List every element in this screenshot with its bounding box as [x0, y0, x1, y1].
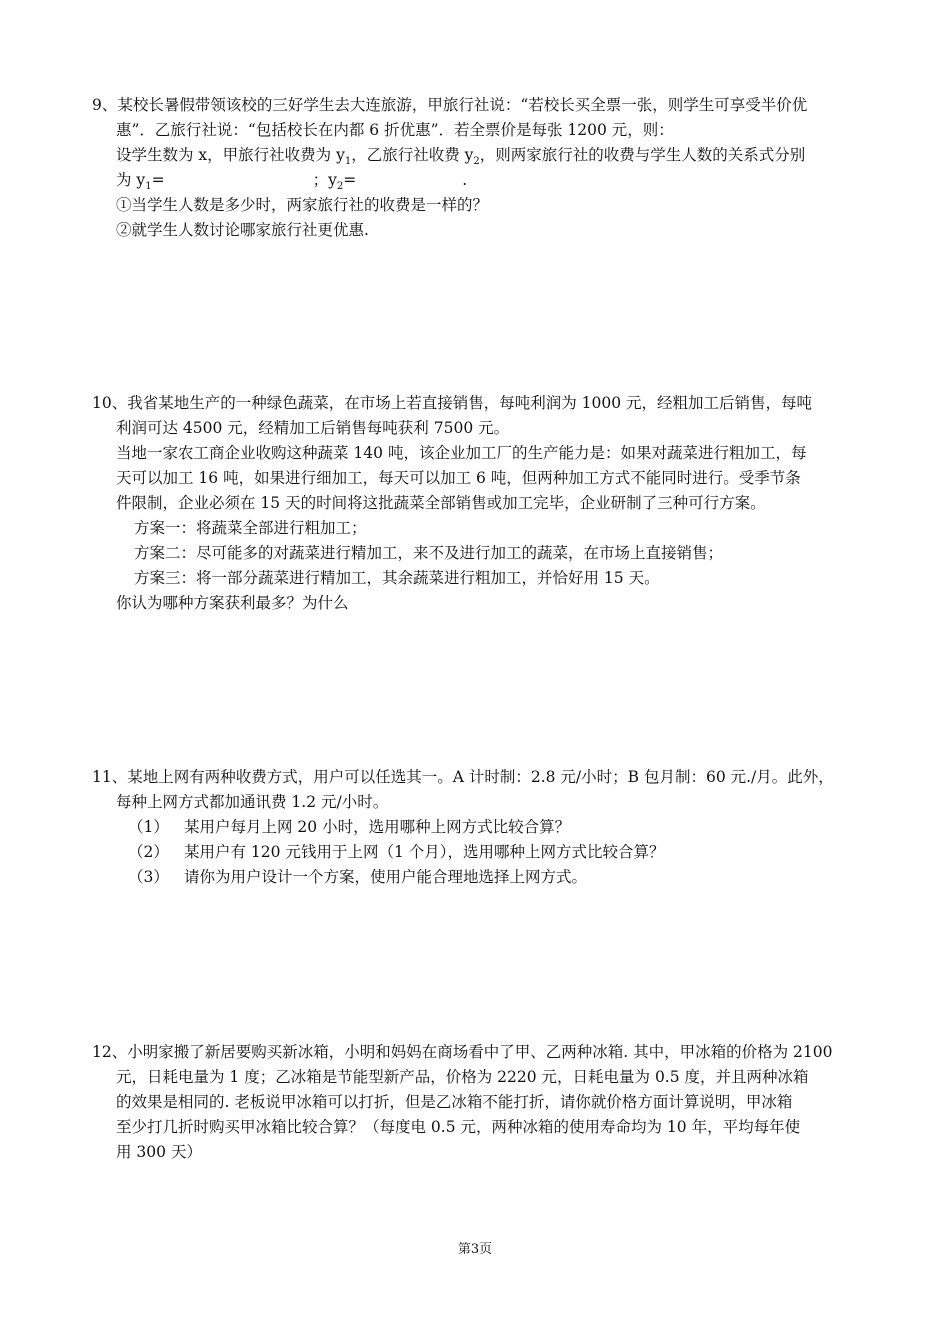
- q10-plan-1: 方案一：将蔬菜全部进行粗加工；: [134, 519, 367, 537]
- q10-line-3: 当地一家农工商企业收购这种蔬菜 140 吨，该企业加工厂的生产能力是：如果对蔬菜进行粗加工，每: [116, 444, 807, 462]
- q9-line-3-a: 设学生数为 x，甲旅行社收费为 y: [116, 146, 345, 164]
- q9-line-4-c: ；y: [312, 171, 337, 189]
- q11-item-2-text: 某用户有 120 元钱用于上网（1 个月），选用哪种上网方式比较合算？: [184, 843, 665, 861]
- q9-sub-2: 2: [473, 156, 480, 168]
- q10-line-5: 件限制，企业必须在 15 天的时间将这批蔬菜全部销售或加工完毕，企业研制了三种可行方案。: [116, 494, 766, 512]
- q9-sub-4: 2: [336, 181, 344, 193]
- question-11: [92, 765, 872, 890]
- q11-item-2: [92, 840, 872, 865]
- q11-item-3: [92, 865, 872, 890]
- q12-line-5: 用 300 天）: [116, 1143, 202, 1161]
- q9-line-3-c: ，则两家旅行社的收费与学生人数的关系式分别: [479, 146, 806, 164]
- q10-plan-2: 方案二：尽可能多的对蔬菜进行精加工，来不及进行加工的蔬菜，在市场上直接销售；: [134, 544, 724, 562]
- q9-sub-3: 1: [145, 181, 152, 193]
- q9-sub-1: 1: [344, 156, 352, 168]
- q11-item-1-text: 某用户每月上网 20 小时，选用哪种上网方式比较合算？: [184, 818, 571, 836]
- q11-line-1: 11、某地上网有两种收费方式，用户可以任选其一。A 计时制：2.8 元/小时；B 包月制：60 元./月。此外，: [92, 768, 834, 786]
- q9-line-6: ②就学生人数讨论哪家旅行社更优惠.: [116, 221, 369, 239]
- q9-line-3: [92, 143, 872, 168]
- q10-line-4: 天可以加工 16 吨，如果进行细加工，每天可以加工 6 吨，但两种加工方式不能同时进行。受季节条: [116, 469, 801, 487]
- q9-line-1: 9、某校长暑假带领该校的三好学生去大连旅游，甲旅行社说：“若校长买全票一张，则学生可享受半价优: [92, 96, 808, 114]
- q11-item-3-num: （3）: [128, 868, 169, 886]
- q9-line-4: [92, 168, 872, 193]
- q11-item-1: [92, 815, 872, 840]
- q9-line-4-e: .: [462, 171, 468, 189]
- q9-line-5: ①当学生人数是多少时，两家旅行社的收费是一样的？: [116, 196, 489, 214]
- q11-item-1-num: （1）: [128, 818, 169, 836]
- q11-item-2-num: （2）: [128, 843, 169, 861]
- q10-line-9: 你认为哪种方案获利最多？为什么: [116, 594, 349, 612]
- q10-line-1: 10、我省某地生产的一种绿色蔬菜，在市场上若直接销售，每吨利润为 1000 元，经粗加工后销售，每吨: [92, 394, 813, 412]
- question-12: [92, 1040, 872, 1165]
- q12-line-2: 元，日耗电量为 1 度；乙冰箱是节能型新产品，价格为 2220 元，日耗电量为 0.5 度，并且两种冰箱: [116, 1068, 809, 1086]
- q12-line-1: 12、小明家搬了新居要购买新冰箱，小明和妈妈在商场看中了甲、乙两种冰箱. 其中，甲冰箱的价格为 2100: [92, 1043, 833, 1061]
- q12-line-3: 的效果是相同的. 老板说甲冰箱可以打折，但是乙冰箱不能打折，请你就价格方面计算说明，甲冰箱: [116, 1093, 793, 1111]
- question-10: [92, 391, 872, 616]
- q10-plan-3: 方案三：将一部分蔬菜进行精加工，其余蔬菜进行粗加工，并恰好用 15 天。: [134, 569, 660, 587]
- question-9: [92, 93, 872, 243]
- q9-line-4-a: 为 y: [116, 171, 146, 189]
- q12-line-4: 至少打几折时购买甲冰箱比较合算？（每度电 0.5 元，两种冰箱的使用寿命均为 10 年，平均每年使: [116, 1118, 801, 1136]
- q10-line-2: 利润可达 4500 元，经精加工后销售每吨获利 7500 元。: [116, 419, 510, 437]
- q11-line-2: 每种上网方式都加通讯费 1.2 元/小时。: [116, 793, 389, 811]
- q9-line-4-b: =: [151, 171, 165, 189]
- q9-line-3-b: ，乙旅行社收费 y: [351, 146, 474, 164]
- q9-line-4-d: =: [343, 171, 357, 189]
- page-number: 第3页: [457, 1242, 493, 1257]
- q9-line-2: 惠”．乙旅行社说：“包括校长在内都 6 折优惠”．若全票价是每张 1200 元，则：: [116, 121, 674, 139]
- q11-item-3-text: 请你为用户设计一个方案，使用户能合理地选择上网方式。: [184, 868, 588, 886]
